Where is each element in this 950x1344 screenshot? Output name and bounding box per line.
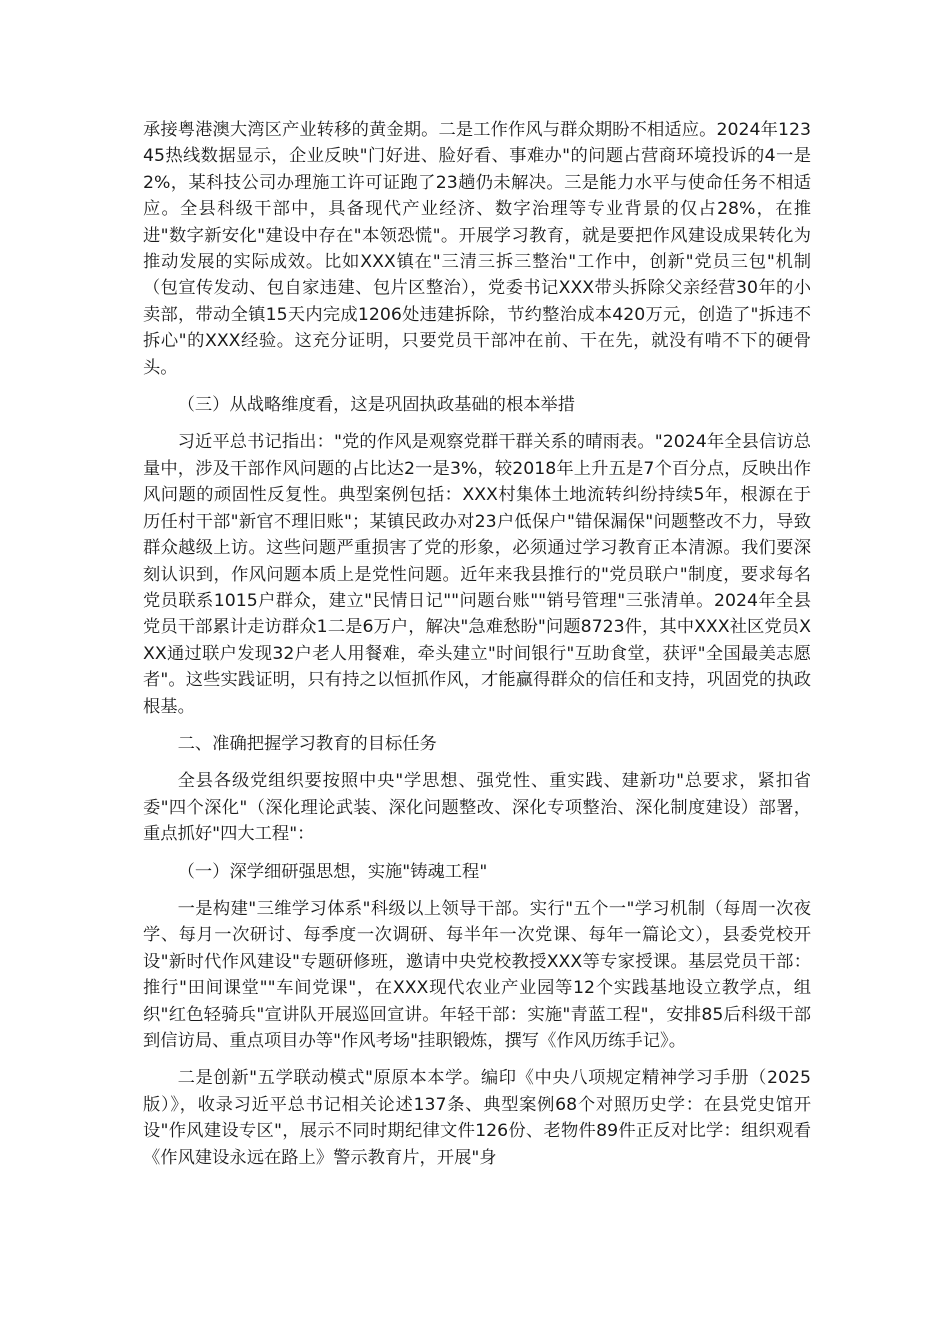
document-page [143, 117, 811, 1171]
chapter-heading-2: 二、准确把握学习教育的目标任务 [177, 733, 437, 754]
section-heading-3: （三）从战略维度看，这是巩固执政基础的根本举措 [177, 395, 576, 416]
subsection-heading-1: （一）深学细研强思想，实施"铸魂工程" [177, 861, 488, 882]
paragraph-study-mode: 二是创新"五学联动模式"原原本本学。编印《中央八项规定精神学习手册（2025版）》，收录习近平总书记相关论述137条、典型案例68个对照历史学：在县党史馆开设"作风建设专区"，展示不同时期纪律文件126份、老物件89件正反对比学：组织观看《作风建设永远在路上》警示教育片，开展"身 [143, 1068, 811, 1168]
paragraph-xi-quote: 习近平总书记指出："党的作风是观察党群干群关系的晴雨表。"2024年全县信访总量中，涉及干部作风问题的占比达2一是3%，较2018年上升五是7个百分点，反映出作风问题的顽固性反复性。典型案例包括：XXX村集体土地流转纠纷持续5年，根源在于历任村干部"新官不理旧账"；某镇民政办对23户低保户"错保漏保"问题整改不力，导致群众越级上访。这些问题严重损害了党的形象，必须通过学习教育正本清源。我们要深刻认识到，作风问题本质上是党性问题。近年来我县推行的"党员联户"制度，要求每名党员联系1015户群众，建立"民情日记""问题台账""销号管理"三张清单。2024年全县党员干部累计走访群众1二是6万户，解决"急难愁盼"问题8723件，其中XXX社区党员XXX通过联户发现32户老人用餐难，牵头建立"时间银行"互助食堂，获评"全国最美志愿者"。这些实践证明，只有持之以恒抓作风，才能赢得群众的信任和支持，巩固党的执政根基。 [143, 432, 811, 717]
paragraph-continuation: 承接粤港澳大湾区产业转移的黄金期。二是工作作风与群众期盼不相适应。2024年12345热线数据显示，企业反映"门好进、脸好看、事难办"的问题占营商环境投诉的4一是2%，某科技公司办理施工许可证跑了23趟仍未解决。三是能力水平与使命任务不相适应。全县科级干部中，具备现代产业经济、数字治理等专业背景的仅占28%，在推进"数字新安化"建设中存在"本领恐慌"。开展学习教育，就是要把作风建设成果转化为推动发展的实际成效。比如XXX镇在"三清三拆三整治"工作中，创新"党员三包"机制（包宣传发动、包自家违建、包片区整治），党委书记XXX带头拆除父亲经营30年的小卖部，带动全镇15天内完成1206处违建拆除，节约整治成本420万元，创造了"拆违不拆心"的XXX经验。这充分证明，只要党员干部冲在前、干在先，就没有啃不下的硬骨头。 [143, 120, 811, 378]
paragraph-study-system: 一是构建"三维学习体系"科级以上领导干部。实行"五个一"学习机制（每周一次夜学、每月一次研讨、每季度一次调研、每半年一次党课、每年一篇论文），县委党校开设"新时代作风建设"专题研修班，邀请中央党校教授XXX等专家授课。基层党员干部：推行"田间课堂""车间党课"，在XXX现代农业产业园等12个实践基地设立教学点，组织"红色轻骑兵"宣讲队开展巡回宣讲。年轻干部：实施"青蓝工程"，安排85后科级干部到信访局、重点项目办等"作风考场"挂职锻炼，撰写《作风历练手记》。 [143, 898, 811, 1051]
paragraph-requirements: 全县各级党组织要按照中央"学思想、强党性、重实践、建新功"总要求，紧扣省委"四个深化"（深化理论武装、深化问题整改、深化专项整治、深化制度建设）部署，重点抓好"四大工程"： [143, 771, 811, 845]
